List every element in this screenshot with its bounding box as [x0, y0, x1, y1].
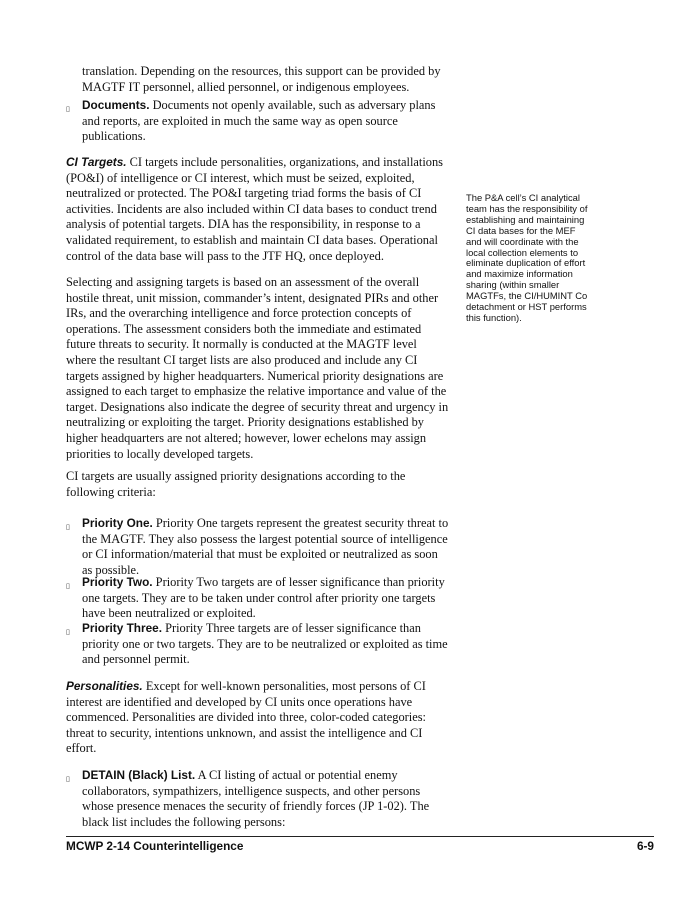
priority-two-lead: Priority Two.	[82, 575, 153, 589]
detain-list-item	[66, 768, 450, 830]
priority-two-item	[66, 575, 450, 622]
bullet-icon: ▯	[66, 628, 70, 636]
selecting-paragraph	[66, 275, 450, 462]
selecting-text: Selecting and assigning targets is based on an assessment of the overall hostile threat, unit mission, commander’s intent, designated PIRs and other IRs, and the overarching intelligence and force protection concepts of operations. The assessment considers both the immediate and estimated future threats to security. It normally is conducted at the MAGTF level where the resultant CI target lists are also produced and include any CI targets assigned by higher headquarters. Numerical priority designations are assigned to each target to emphasize the relative importance and value of the target. Designations also indicate the degree of security threat and urgency in neutralizing or exploiting the target. Priority designations established by higher headquarters are not altered; however, lower echelons may assign priorities to locally developed targets.	[66, 275, 449, 461]
documents-bullet-text	[82, 98, 450, 145]
documents-lead: Documents.	[82, 98, 150, 112]
bullet-icon: ▯	[66, 582, 70, 590]
bullet-icon: ▯	[66, 523, 70, 531]
footer-publication-title: MCWP 2-14 Counterintelligence	[66, 839, 244, 853]
continuation-paragraph	[82, 64, 450, 95]
margin-note	[466, 193, 590, 324]
bullet-icon: ▯	[66, 775, 70, 783]
ci-targets-body: CI targets include personalities, organizations, and installations (PO&I) of intelligence or CI interest, which must be seized, exploited, neutralized or protected. The PO&I targeting triad forms the basis of CI activities. Incidents are also included within CI data bases to conduct trend analysis of potential targets. DIA has the responsibility, in response to a validated requirement, to establish and maintain CI data bases. Operational control of the data base will pass to the JTF HQ, once deployed.	[66, 155, 444, 263]
detain-body: A CI listing of actual or potential enemy collaborators, sympathizers, intelligence suspects, and other persons whose presence menaces the security of friendly forces (JP 1-02). The black list includes the following persons:	[82, 768, 430, 829]
footer-divider	[66, 836, 654, 837]
documents-bullet-item	[66, 98, 450, 145]
personalities-lead: Personalities.	[66, 679, 143, 693]
ci-targets-lead: CI Targets.	[66, 155, 127, 169]
documents-body: Documents not openly available, such as adversary plans and reports, are exploited in much the same way as open source publications.	[82, 98, 436, 144]
detain-list-text	[82, 768, 450, 830]
priority-three-item	[66, 621, 450, 668]
footer-page-number: 6-9	[636, 839, 654, 853]
personalities-paragraph	[66, 679, 450, 757]
priority-two-text	[82, 575, 450, 622]
priority-three-lead: Priority Three.	[82, 621, 162, 635]
continuation-text: translation. Depending on the resources, this support can be provided by MAGTF IT personnel, allied personnel, or indigenous employees.	[82, 64, 441, 94]
priority-one-lead: Priority One.	[82, 516, 153, 530]
criteria-intro-text: CI targets are usually assigned priority designations according to the following criteria:	[66, 469, 406, 499]
detain-lead: DETAIN (Black) List.	[82, 768, 196, 782]
margin-note-text: The P&A cell’s CI analytical team has the responsibility of establishing and maintaining CI data bases for the MEF and will coordinate with the local collection elements to eliminate duplication of effort and maximize information sharing (within smaller MAGTFs, the CI/HUMINT Co detachment or HST performs this function).	[466, 192, 588, 323]
priority-two-body: Priority Two targets are of lesser significance than priority one targets. They are to be taken under control after priority one targets have been neutralized or exploited.	[82, 575, 445, 621]
bullet-icon: ▯	[66, 105, 70, 113]
personalities-body: Except for well-known personalities, most persons of CI interest are identified and developed by CI units once operations have commenced. Personalities are divided into three, color-coded categories: threat to security, intentions unknown, and assist the intelligence and CI effort.	[66, 679, 426, 756]
criteria-intro-paragraph	[66, 469, 450, 500]
priority-three-body: Priority Three targets are of lesser significance than priority one or two targets. They are to be neutralized or exploited as time and personnel permit.	[82, 621, 448, 667]
priority-one-item	[66, 516, 450, 578]
priority-one-body: Priority One targets represent the greatest security threat to the MAGTF. They also possess the largest potential source of intelligence or CI information/material that must be exploited or neutralized as soon as possible.	[82, 516, 449, 577]
ci-targets-paragraph	[66, 155, 450, 264]
priority-one-text	[82, 516, 450, 578]
priority-three-text	[82, 621, 450, 668]
